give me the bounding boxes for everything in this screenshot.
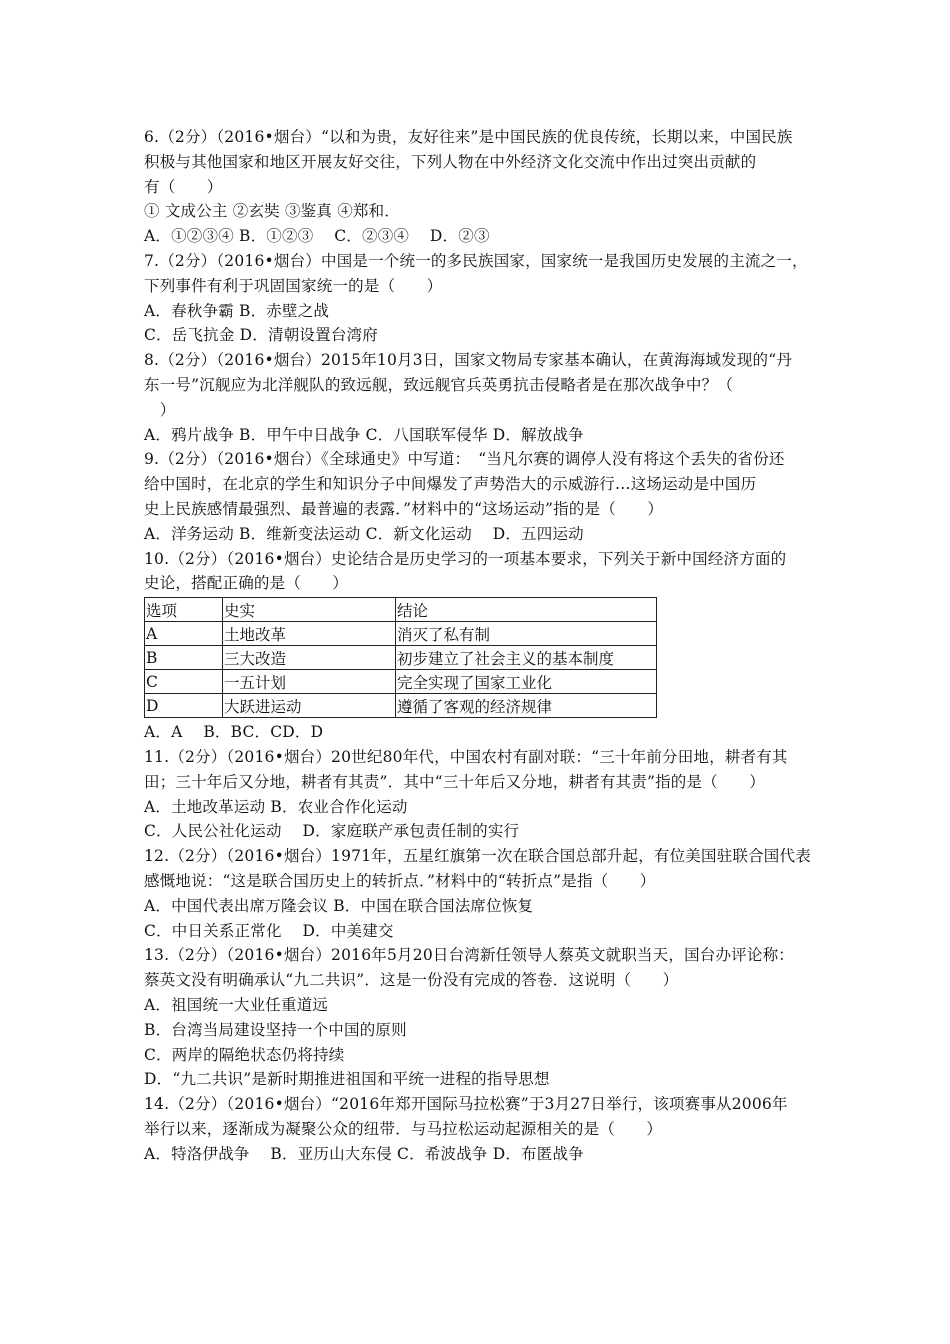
text-line: 9.（2分）（2016•烟台）《全球通史》中写道： “当凡尔赛的调停人没有将这个丢失的省份还 <box>144 450 785 469</box>
text-line: A．鸦片战争 B．甲午中日战争 C．八国联军侵华 D．解放战争 <box>144 425 584 444</box>
text-line: 8.（2分）（2016•烟台）2015年10月3日，国家文物局专家基本确认，在黄海海域发现的“丹 <box>144 351 793 370</box>
table-cell: D <box>145 694 223 718</box>
text-line: A．土地改革运动 B．农业合作化运动 <box>144 797 408 816</box>
table-cell: 土地改革 <box>223 622 396 646</box>
text-line: A．A B．BC．CD．D <box>144 723 324 742</box>
table-header-cell: 史实 <box>223 598 396 622</box>
text-line: 12.（2分）（2016•烟台）1971年，五星红旗第一次在联合国总部升起，有位美国驻联合国代表 <box>144 847 811 866</box>
text-line: 10.（2分）（2016•烟台）史论结合是历史学习的一项基本要求，下列关于新中国经济方面的 <box>144 549 787 568</box>
table-cell: C <box>145 670 223 694</box>
text-line: A．①②③④ B．①②③ C．②③④ D．②③ <box>144 227 490 246</box>
text-line: 11.（2分）（2016•烟台）20世纪80年代，中国农村有副对联：“三十年前分田地，耕者有其 <box>144 747 788 766</box>
text-line: 7.（2分）（2016•烟台）中国是一个统一的多民族国家，国家统一是我国历史发展的主流之一， <box>144 251 808 270</box>
table-cell: 遵循了客观的经济规律 <box>396 694 657 718</box>
text-line: 史上民族感情最强烈、最普遍的表露．”材料中的“这场运动”指的是（ ） <box>144 499 664 518</box>
text-line: A．春秋争霸 B．赤壁之战 <box>144 301 330 320</box>
text-line: D．“九二共识”是新时期推进祖国和平统一进程的指导思想 <box>144 1070 550 1089</box>
text-line: C．两岸的隔绝状态仍将持续 <box>144 1045 345 1064</box>
table-row <box>145 622 657 646</box>
table-cell: A <box>145 622 223 646</box>
text-line: ） <box>144 400 176 419</box>
text-line: 田；三十年后又分地，耕者有其责”．其中“三十年后又分地，耕者有其责”指的是（ ） <box>144 772 765 791</box>
table-header-cell: 选项 <box>145 598 223 622</box>
text-line: 举行以来，逐渐成为凝聚公众的纽带．与马拉松运动起源相关的是（ ） <box>144 1119 663 1138</box>
text-line: 有（ ） <box>144 177 223 196</box>
document-page <box>144 125 816 1166</box>
text-line: A．中国代表出席万隆会议 B．中国在联合国法席位恢复 <box>144 896 534 915</box>
table-cell: 初步建立了社会主义的基本制度 <box>396 646 657 670</box>
table-cell: 一五计划 <box>223 670 396 694</box>
text-line: 积极与其他国家和地区开展友好交往，下列人物在中外经济文化交流中作出过突出贡献的 <box>144 152 757 171</box>
text-line: 感慨地说：“这是联合国历史上的转折点．”材料中的“转折点”是指（ ） <box>144 871 656 890</box>
text-line: B．台湾当局建设坚持一个中国的原则 <box>144 1020 407 1039</box>
table-row <box>145 646 657 670</box>
table-cell: B <box>145 646 223 670</box>
history-options-table <box>144 597 657 718</box>
text-line: 蔡英文没有明确承认“九二共识”．这是一份没有完成的答卷．这说明（ ） <box>144 971 679 990</box>
questions-part-1 <box>144 125 816 596</box>
questions-part-2 <box>144 720 816 1166</box>
text-line: 下列事件有利于巩固国家统一的是（ ） <box>144 276 443 295</box>
table-header-row <box>145 598 657 622</box>
text-line: 6.（2分）（2016•烟台）“以和为贵，友好往来”是中国民族的优良传统，长期以来，中国民族 <box>144 128 793 146</box>
table-cell: 完全实现了国家工业化 <box>396 670 657 694</box>
table-row <box>145 694 657 718</box>
table-cell: 大跃进运动 <box>223 694 396 718</box>
table-cell: 消灭了私有制 <box>396 622 657 646</box>
text-line: A．洋务运动 B．维新变法运动 C．新文化运动 D．五四运动 <box>144 524 584 543</box>
text-line: C．人民公社化运动 D．家庭联产承包责任制的实行 <box>144 822 520 841</box>
text-line: 14.（2分）（2016•烟台）“2016年郑开国际马拉松赛”于3月27日举行，该项赛事从2006年 <box>144 1095 788 1114</box>
text-line: 史论，搭配正确的是（ ） <box>144 574 349 593</box>
text-line: C．岳飞抗金 D．清朝设置台湾府 <box>144 326 378 345</box>
table-cell: 三大改造 <box>223 646 396 670</box>
text-line: C．中日关系正常化 D．中美建交 <box>144 921 394 940</box>
text-line: ① 文成公主 ②玄奘 ③鉴真 ④郑和． <box>144 202 401 221</box>
text-line: 13.（2分）（2016•烟台）2016年5月20日台湾新任领导人蔡英文就职当天，国台办评论称： <box>144 946 794 965</box>
text-line: A．特洛伊战争 B．亚历山大东侵 C．希波战争 D．布匿战争 <box>144 1144 584 1163</box>
table-row <box>145 670 657 694</box>
text-line: A．祖国统一大业任重道远 <box>144 995 329 1014</box>
text-line: 东一号”沉舰应为北洋舰队的致远舰，致远舰官兵英勇抗击侵略者是在那次战争中？（ <box>144 375 734 394</box>
text-line: 给中国时，在北京的学生和知识分子中间爆发了声势浩大的示威游行…这场运动是中国历 <box>144 475 757 494</box>
table-header-cell: 结论 <box>396 598 657 622</box>
